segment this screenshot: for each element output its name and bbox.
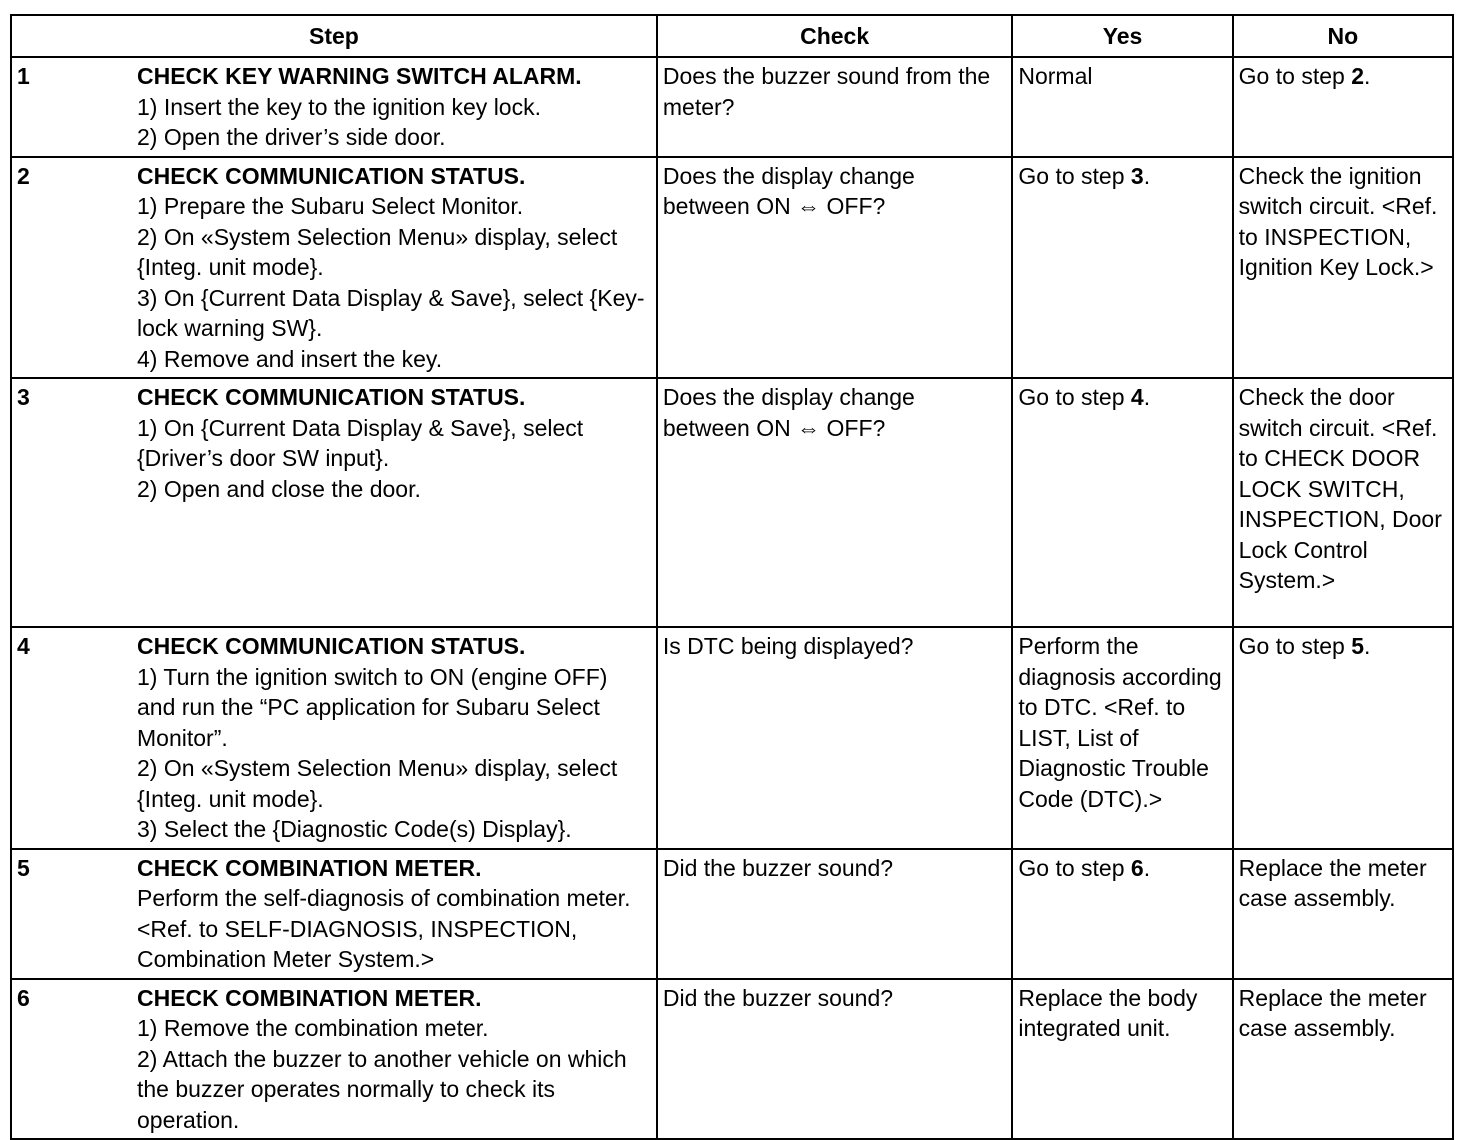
header-yes: Yes (1012, 15, 1232, 57)
table-row (11, 57, 1453, 157)
step-line: 3) On {Current Data Display & Save}, select {Key-lock warning SW}. (137, 284, 645, 341)
no-text: Go to step (1238, 633, 1352, 659)
no-cell (1233, 627, 1453, 849)
step-cell (11, 979, 657, 1140)
yes-text: Replace the body integrated unit. (1018, 984, 1198, 1041)
step-title: CHECK KEY WARNING SWITCH ALARM. (137, 63, 582, 89)
yes-text: Go to step (1018, 162, 1131, 189)
no-step-ref: 5 (1351, 633, 1364, 659)
step-line: Perform the self-diagnosis of combination meter. <Ref. to SELF-DIAGNOSIS, INSPECTION, Combination Meter System.> (137, 885, 631, 972)
step-line: 2) Open the driver’s side door. (137, 124, 446, 150)
step-title: CHECK COMMUNICATION STATUS. (137, 633, 526, 659)
no-text-end: . (1363, 63, 1371, 89)
step-line: 2) On «System Selection Menu» display, select {Integ. unit mode}. (137, 223, 618, 280)
no-text: Check the door switch circuit. <Ref. to CHECK DOOR LOCK SWITCH, INSPECTION, Door Lock Control System.> (1238, 384, 1442, 593)
step-title: CHECK COMBINATION METER. (137, 854, 482, 881)
no-cell (1233, 378, 1453, 627)
step-line: 2) Attach the buzzer to another vehicle on which the buzzer operates normally to check its operation. (137, 1045, 627, 1133)
yes-text: Go to step (1018, 384, 1131, 410)
table-row (11, 157, 1453, 379)
yes-cell (1012, 157, 1232, 379)
step-cell (11, 627, 657, 849)
step-line: 3) Select the {Diagnostic Code(s) Display}. (137, 816, 572, 842)
step-cell (11, 378, 657, 627)
no-text: Go to step (1238, 63, 1352, 89)
no-text: Replace the meter case assembly. (1238, 854, 1427, 911)
yes-cell (1012, 378, 1232, 627)
no-cell (1233, 979, 1453, 1140)
table-row (11, 378, 1453, 627)
step-line: 1) Insert the key to the ignition key lock. (137, 93, 541, 120)
step-title: CHECK COMMUNICATION STATUS. (137, 162, 526, 189)
yes-text: Perform the diagnosis according to DTC. <Ref. to LIST, List of Diagnostic Trouble Code (DTC).> (1018, 633, 1222, 812)
yes-step-ref: 3 (1130, 162, 1144, 189)
step-line: 1) On {Current Data Display & Save}, select {Driver’s door SW input}. (137, 414, 584, 471)
step-line: 1) Remove the combination meter. (137, 1015, 489, 1041)
yes-cell (1012, 979, 1232, 1140)
check-cell: Is DTC being displayed? (657, 627, 1012, 849)
yes-cell (1012, 849, 1232, 979)
step-line: 1) Prepare the Subaru Select Monitor. (137, 193, 524, 219)
diagnostic-table (10, 14, 1454, 1140)
step-number: 2 (17, 162, 30, 189)
no-step-ref: 2 (1351, 63, 1364, 89)
check-cell: Did the buzzer sound? (657, 979, 1012, 1140)
check-cell: Does the display change between ON ⇔ OFF? (657, 157, 1012, 379)
step-cell (11, 57, 657, 157)
step-title: CHECK COMMUNICATION STATUS. (137, 384, 526, 410)
step-title: CHECK COMBINATION METER. (137, 984, 482, 1011)
step-number: 3 (17, 384, 30, 410)
header-step: Step (11, 15, 657, 57)
no-text: Replace the meter case assembly. (1238, 984, 1427, 1041)
step-number: 5 (17, 854, 30, 881)
table-row (11, 849, 1453, 979)
header-row (11, 15, 1453, 57)
table-row (11, 627, 1453, 849)
yes-text-end: . (1143, 162, 1151, 189)
no-text-end: . (1363, 633, 1371, 659)
header-no: No (1233, 15, 1453, 57)
step-number: 4 (17, 633, 30, 659)
step-number: 1 (17, 63, 30, 89)
step-cell (11, 157, 657, 379)
yes-step-ref: 4 (1130, 384, 1144, 410)
yes-step-ref: 6 (1130, 854, 1144, 881)
no-cell (1233, 157, 1453, 379)
check-cell: Does the display change between ON ⇔ OFF? (657, 378, 1012, 627)
yes-text: Normal (1018, 63, 1093, 89)
yes-text: Go to step (1018, 854, 1131, 881)
yes-text-end: . (1143, 854, 1151, 881)
header-check: Check (657, 15, 1012, 57)
table-row (11, 979, 1453, 1140)
step-line: 1) Turn the ignition switch to ON (engine OFF) and run the “PC application for Subaru Select Monitor”. (137, 663, 608, 751)
check-cell: Does the buzzer sound from the meter? (657, 57, 1012, 157)
check-cell: Did the buzzer sound? (657, 849, 1012, 979)
yes-cell (1012, 627, 1232, 849)
step-line: 4) Remove and insert the key. (137, 345, 443, 372)
step-line: 2) Open and close the door. (137, 475, 421, 502)
yes-text-end: . (1143, 384, 1151, 410)
no-cell (1233, 849, 1453, 979)
step-number: 6 (17, 984, 30, 1011)
step-line: 2) On «System Selection Menu» display, select {Integ. unit mode}. (137, 755, 618, 812)
yes-cell (1012, 57, 1232, 157)
step-cell (11, 849, 657, 979)
no-text: Check the ignition switch circuit. <Ref. to INSPECTION, Ignition Key Lock.> (1238, 162, 1438, 280)
no-cell (1233, 57, 1453, 157)
